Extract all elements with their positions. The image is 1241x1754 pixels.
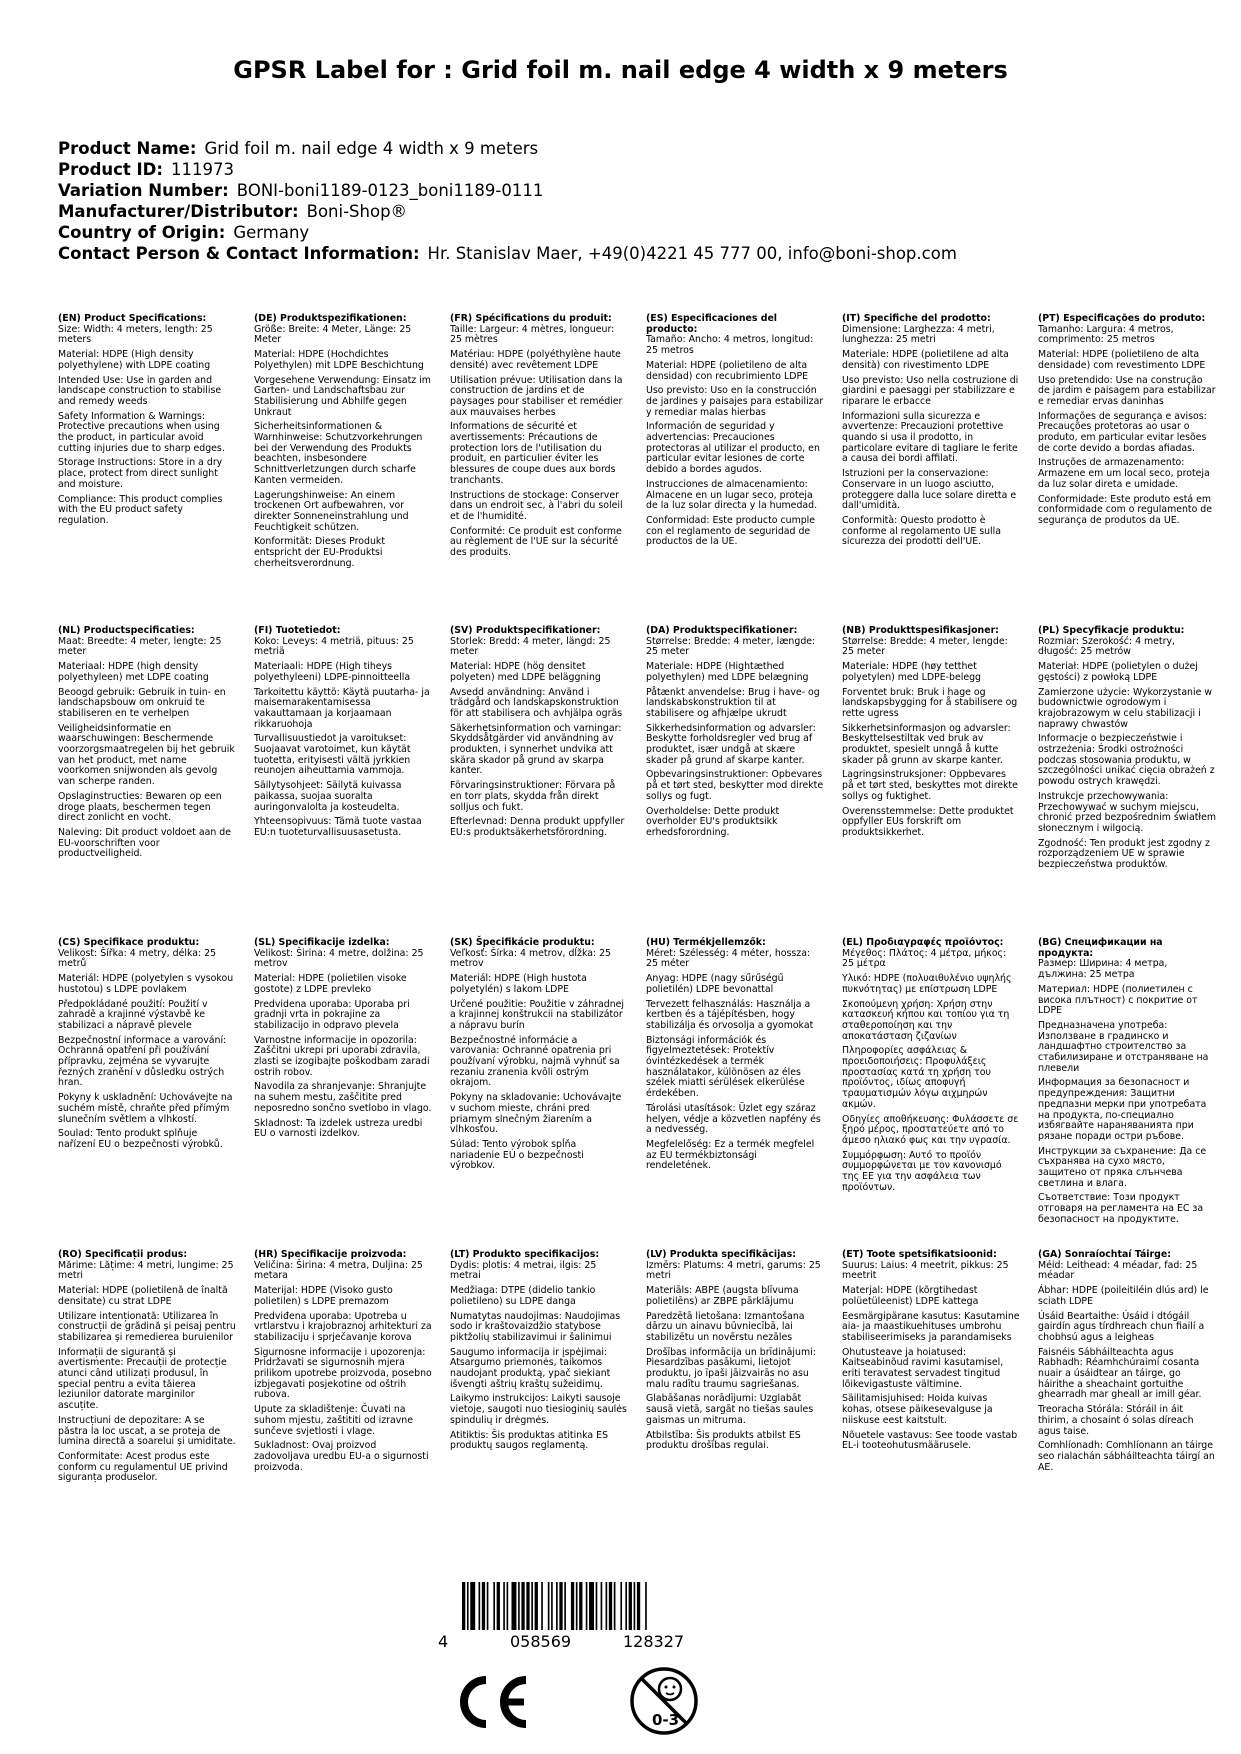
spec-paragraph: Treoracha Stórála: Stóráil in áit thirim, a chosaint ó solas díreach agus taise. [1038,1404,1194,1437]
barcode-bar [579,1582,582,1630]
spec-paragraph: Conformité: Ce produit est conforme au règlement de l'UE sur la sécurité des produits. [450,525,622,559]
spec-paragraph: Materiál: HDPE (polyetylen s vysokou hustotou) s LDPE povlakem [58,973,234,995]
spec-size: Veličina: Širina: 4 metra, Duljina: 25 metara [254,1259,423,1282]
spec-paragraph: Laikymo instrukcijos: Laikyti sausoje vietoje, saugoti nuo tiesioginių saulės spindulių ir drėgmės. [450,1393,627,1426]
spec-heading-size [58,1250,236,1282]
spec-paragraph: Numatytas naudojimas: Naudojimas sodo ir kraštovaizdžio statybose piktžolių stabilizavimui ir šalinimui [450,1310,621,1343]
barcode-bar [609,1582,612,1630]
barcode-bar [548,1582,550,1630]
spec-heading: (SL) Specifikacije izdelka: [254,937,390,948]
spec-paragraph: Uso pretendido: Use na construção de jardim e paisagem para estabilizar e remediar ervas daninhas [1038,374,1216,407]
age-warning-icon [628,1665,700,1737]
spec-block [1038,626,1216,875]
page-title: GPSR Label for : Grid foil m. nail edge 4 width x 9 meters [233,56,1008,84]
spec-heading-size [450,1250,628,1282]
barcode-bar [482,1582,485,1630]
spec-paragraph: Skladnost: Ta izdelek ustreza uredbi EU o varnosti izdelkov. [254,1117,423,1140]
info-row-product-id [58,159,957,180]
spec-block [842,1250,1020,1456]
spec-paragraph: Megfelelőség: Ez a termék megfelel az EU termékbiztonsági rendeletének. [646,1138,815,1172]
spec-paragraph: Navodila za shranjevanje: Shranjujte na suhem mestu, zaščitite pred neposredno sončno svetlobo in vlago. [254,1081,432,1114]
ce-mark-icon [452,1672,532,1732]
info-row-origin [58,222,957,243]
info-label: Variation Number: [58,181,229,200]
spec-paragraph: Materiāls: ABPE (augsta blīvuma polietilēns) ar ZBPE pārklājumu [646,1285,799,1307]
spec-block [254,938,432,1144]
spec-heading-size [254,626,432,658]
spec-paragraph: Materiaal: HDPE (high density polyethyleen) met LDPE coating [58,661,209,683]
info-row-product-name [58,138,957,159]
spec-size: Mărime: Lățime: 4 metri, lungime: 25 metri [58,1259,234,1282]
spec-block [1038,938,1216,1230]
spec-block [842,314,1020,552]
spec-block [58,938,236,1155]
spec-paragraph: Tervezett felhasználás: Használja a kertben és a tájépítésben, hogy stabilizálja és orvosolja a gyomokat [646,998,814,1031]
barcode-bar [634,1582,636,1630]
spec-heading-size [1038,938,1216,981]
spec-paragraph: Předpokládané použití: Použití v zahradě a krajinné výstavbě ke stabilizaci a nápravě plevele [58,998,208,1031]
spec-heading: (BG) Спецификации на продукта: [1038,937,1163,959]
spec-paragraph: Beoogd gebruik: Gebruik in tuin- en landschapsbouw om onkruid te stabiliseren en te verhelpen [58,686,226,719]
barcode-bar [586,1582,588,1630]
spec-paragraph: Material: HDPE (hög densitet polyeten) med LDPE beläggning [450,661,601,683]
barcode-left-digits: 058569 [510,1632,572,1651]
spec-paragraph: Upute za skladištenje: Čuvati na suhom mjestu, zaštititi od izravne sunčeve svjetlosti i vlage. [254,1404,414,1437]
spec-heading: (PT) Especificações do produto: [1038,313,1206,324]
barcode-lead-digit: 4 [438,1632,449,1651]
spec-heading: (IT) Specifiche del prodotto: [842,313,991,324]
spec-heading: (ET) Toote spetsifikatsioonid: [842,1249,997,1260]
spec-heading-size [842,314,1020,346]
info-row-manufacturer [58,201,957,222]
barcode-bar [620,1582,622,1630]
barcode-bar [556,1582,558,1630]
barcode-bar [606,1582,608,1630]
spec-paragraph: Opslaginstructies: Bewaren op een droge plaats, beschermen tegen direct zonlicht en vocht. [58,790,222,824]
spec-heading-size [1038,1250,1216,1282]
barcode-bar [503,1582,505,1630]
info-value: Hr. Stanislav Maer, +49(0)4221 45 777 00, info@boni-shop.com [427,244,957,263]
spec-paragraph: Súlad: Tento výrobok spĺňa nariadenie EÚ o bezpečnosti výrobkov. [450,1138,584,1172]
spec-paragraph: Instrucțiuni de depozitare: A se păstra la loc uscat, a se proteja de lumina directă a soarelui și umiditate. [58,1414,236,1448]
spec-block [646,938,824,1176]
spec-block [450,938,628,1176]
spec-heading-size [646,626,824,658]
spec-paragraph: Soulad: Tento produkt splňuje nařízení EU o bezpečnosti výrobků. [58,1128,223,1150]
spec-heading-size [254,314,432,346]
spec-paragraph: Conformità: Questo prodotto è conforme al regolamento UE sulla sicurezza dei prodotti dell'UE. [842,514,1001,548]
info-label: Contact Person & Contact Information: [58,244,420,263]
spec-paragraph: Material: HDPE (Hochdichtes Polyethylen) mit LDPE Beschichtung [254,349,424,371]
spec-paragraph: Konformität: Dieses Produkt entspricht der EU-Produktsi cherheitsverordnung. [254,536,386,569]
spec-block [58,626,236,864]
spec-paragraph: Určené použitie: Použitie v záhradnej a krajinnej konštrukcii na stabilizátor a nápravu burín [450,998,625,1031]
spec-paragraph: Efterlevnad: Denna produkt uppfyller EU:s produktsäkerhetsförordning. [450,816,625,838]
spec-size: Μέγεθος: Πλάτος: 4 μέτρα, μήκος: 25 μέτρα [842,947,1007,970]
spec-paragraph: Υλικό: HDPE (πολυαιθυλένιο υψηλής πυκνότητας) με επίστρωση LDPE [842,973,1012,995]
spec-paragraph: Информация за безопасност и предупреждения: Защитни предпазни мерки при употребата на продукта, по-специално избягвайте нараняванията при рязане поради остри ръбове. [1038,1077,1207,1142]
barcode-bar [497,1582,500,1630]
spec-heading: (GA) Sonraíochtaí Táirge: [1038,1249,1171,1260]
spec-paragraph: Materiał: HDPE (polietylen o dużej gęstości) z powłoką LDPE [1038,661,1198,683]
spec-paragraph: Matériau: HDPE (polyéthylène haute densité) avec revêtement LDPE [450,349,621,371]
spec-paragraph: Utilisation prévue: Utilisation dans la construction de jardins et de paysages pour stabiliser et remédier aux mauvaises herbes [450,374,623,418]
spec-paragraph: Utilizare intenționată: Utilizarea în construcții de grădină și peisaj pentru stabilizarea și remedierea buruienilor [58,1310,236,1343]
spec-heading-size [842,626,1020,658]
spec-heading: (DE) Produktspezifikationen: [254,313,407,324]
spec-heading: (HU) Termékjellemzők: [646,937,766,948]
spec-paragraph: Overensstemmelse: Dette produktet oppfyller EUs forskrift om produktsikkerhet. [842,805,1014,838]
spec-heading: (NL) Productspecificaties: [58,625,195,636]
spec-paragraph: Предназначена употреба: Използване в градинско и ландшафтно строителство за стабилизиране и отстраняване на плевели [1038,1019,1209,1074]
spec-size: Dimensione: Larghezza: 4 metri, lunghezza: 25 metri [842,323,995,346]
age-warning-text: 0-3 [652,1711,680,1729]
spec-heading: (SK) Špecifikácie produktu: [450,937,595,948]
spec-paragraph: Instrucciones de almacenamiento: Almacene en un lugar seco, proteja de la luz solar directa y la humedad. [646,478,818,512]
barcode-bar [518,1582,520,1630]
spec-paragraph: Συμμόρφωση: Αυτό το προϊόν συμμορφώνεται με τον κανονισμό της ΕΕ για την ασφάλεια των προϊόντων. [842,1149,1002,1193]
spec-paragraph: Naleving: Dit product voldoet aan de EU-voorschriften voor productveiligheid. [58,826,231,860]
spec-paragraph: Materiál: HDPE (High hustota polyetylén) s lakom LDPE [450,973,587,995]
barcode-bar [625,1582,627,1630]
barcode [438,1582,758,1662]
spec-block [842,626,1020,843]
spec-size: Méret: Szélesség: 4 méter, hossza: 25 méter [646,947,811,970]
barcode-bar [576,1582,578,1630]
spec-paragraph: Informazioni sulla sicurezza e avvertenze: Precauzioni protettive quando si usa il prodotto, in particolare evitare di tagliare le ferite a causa dei bordi affilati. [842,410,1018,465]
spec-block [254,1250,432,1477]
spec-paragraph: Informacje o bezpieczeństwie i ostrzeżenia: Środki ostrożności podczas stosowania produktu, w szczególności unikać cięcia obrażeń z powodu ostrych krawędzi. [1038,733,1215,788]
barcode-bar [559,1582,562,1630]
spec-paragraph: Οδηγίες αποθήκευσης: Φυλάσσετε σε ξηρό μέρος, προστατεύετε από το άμεσο ηλιακό φως και την υγρασία. [842,1113,1019,1146]
spec-paragraph: Material: HDPE (polietilenă de înaltă densitate) cu strat LDPE [58,1285,228,1307]
spec-heading: (HR) Specifikacije proizvoda: [254,1249,407,1260]
barcode-bar [467,1582,469,1630]
info-label: Product ID: [58,160,163,179]
spec-block [450,314,628,563]
spec-heading: (NB) Produkttspesifikasjoner: [842,625,999,636]
spec-paragraph: Eesmärgipärane kasutus: Kasutamine aia- ja maastikuehituses umbrohu stabiliseerimiseks ja parandamiseks [842,1310,1020,1343]
spec-paragraph: Conformidade: Este produto está em conformidade com o regulamento de segurança de produtos da UE. [1038,493,1213,526]
info-row-contact [58,243,957,264]
spec-paragraph: Material: HDPE (High density polyethylene) with LDPE coating [58,349,211,371]
barcode-bar [601,1582,603,1630]
spec-paragraph: Инструкции за съхранение: Да се съхранява на сухо място, защитено от пряка слънчева светлина и влага. [1038,1145,1207,1189]
spec-paragraph: Informações de segurança e avisos: Precauções protetoras ao usar o produto, em particular evitar lesões de corte devido a bordas afiadas. [1038,410,1207,454]
spec-paragraph: Material: HDPE (polietilen visoke gostote) z LDPE prevleko [254,973,407,995]
spec-size: Rozmiar: Szerokość: 4 metry, długość: 25 metrów [1038,635,1175,658]
barcode-bar [521,1582,524,1630]
spec-heading: (EL) Προδιαγραφές προϊόντος: [842,937,1004,948]
spec-paragraph: Sigurnosne informacije i upozorenja: Pridržavati se sigurnosnih mjera prilikom upotrebe proizvoda, posebno izbjegavati posjekotine od oštrih rubova. [254,1346,432,1401]
barcode-bar [596,1582,598,1630]
spec-size: Izmērs: Platums: 4 metri, garums: 25 metri [646,1259,821,1282]
spec-paragraph: Veiligheidsinformatie en waarschuwingen: Beschermende voorzorgsmaatregelen bij het gebruik van het product, met name voorkomen snijwonden als gevolg van scherpe randen. [58,722,235,788]
spec-paragraph: Informations de sécurité et avertissements: Précautions de protection lors de l'utilisation du produit, en particulier éviter les blessures de coupe dues aux bords tranchants. [450,421,616,486]
spec-paragraph: Predviđena uporaba: Upotreba u vrtlarstvu i krajobraznoj arhitekturi za stabilizaciju i sprječavanje korova [254,1310,432,1343]
spec-heading-size [646,938,824,970]
spec-heading-size [646,314,824,357]
info-label: Manufacturer/Distributor: [58,202,299,221]
barcode-bar [507,1582,509,1630]
spec-heading: (SV) Produktspecifikationer: [450,625,601,636]
spec-heading: (CS) Specifikace produktu: [58,937,200,948]
spec-size: Storlek: Bredd: 4 meter, längd: 25 meter [450,635,611,658]
spec-size: Размер: Ширина: 4 метра, дължина: 25 метра [1038,958,1168,981]
spec-block [1038,314,1216,531]
spec-paragraph: Pokyny k uskladnění: Uchovávejte na suchém místě, chraňte před přímým slunečním světlem a vlhkostí. [58,1092,233,1125]
spec-paragraph: Forventet bruk: Bruk i hage og landskapsbygging for å stabilisere og rette ugress [842,686,1018,719]
barcode-bar [614,1582,616,1630]
spec-block [58,314,236,531]
spec-paragraph: Atitiktis: Šis produktas atitinka ES produktų saugos reglamentą. [450,1429,609,1452]
spec-block [450,626,628,843]
spec-paragraph: Instructions de stockage: Conserver dans un endroit sec, à l'abri du soleil et de l'humidité. [450,489,623,522]
spec-heading-size [450,626,628,658]
info-value: BONI-boni1189-0123_boni1189-0111 [236,181,544,200]
barcode-bar [571,1582,574,1630]
spec-paragraph: Sikkerhetsinformasjon og advarsler: Beskyttelsestiltak ved bruk av produktet, spesielt unngå å kutte skader på grunn av skarpe kanter. [842,722,1011,766]
spec-paragraph: Πληροφορίες ασφάλειας & προειδοποιήσεις: Προφυλάξεις προστασίας κατά τη χρήση του προϊόντος, ιδίως αποφυγή τραυματισμών λόγω αιχμηρών ακμών. [842,1045,991,1110]
spec-paragraph: Informații de siguranță și avertismente: Precauții de protecție atunci când utilizați produsul, în special pentru a evita tăierea leziunilor datorate marginilor ascuțite. [58,1346,227,1412]
spec-paragraph: Zgodność: Ten produkt jest zgodny z rozporządzeniem UE w sprawie bezpieczeństwa produktów. [1038,837,1210,871]
spec-block [842,938,1020,1197]
spec-paragraph: Instrukcje przechowywania: Przechowywać w suchym miejscu, chronić przed bezpośrednim światłem słonecznym i wilgocią. [1038,790,1216,834]
spec-heading: (LV) Produkta specifikācijas: [646,1249,796,1260]
spec-paragraph: Saugumo informacija ir įspėjimai: Atsargumo priemonės, taikomos naudojant produktą, ypač siekiant išvengti aštrių kraštų sužeidimų. [450,1346,611,1390]
spec-paragraph: Säkerhetsinformation och varningar: Skyddsåtgärder vid användning av produkten, i synnerhet undvika att skära skador på grund av skarpa kanter. [450,722,622,777]
spec-heading-size [58,626,236,658]
spec-heading-size [1038,626,1216,658]
spec-paragraph: Información de seguridad y advertencias: Precauciones protectoras al utilizar el producto, en particular evitar lesiones de corte debido a bordes agudos. [646,421,820,476]
spec-heading: (FR) Spécifications du produit: [450,313,612,324]
barcode-bar [493,1582,495,1630]
spec-paragraph: Uso previsto: Uso en la construcción de jardines y paisajes para estabilizar y remediar malas hierbas [646,385,824,418]
spec-paragraph: Faisnéis Sábháilteachta agus Rabhadh: Réamhchúraimí cosanta nuair a úsáidtear an táirge, go háirithe a sheachaint gortuithe ghearradh mar gheall ar imill géar. [1038,1346,1202,1401]
info-label: Country of Origin: [58,223,226,242]
spec-heading: (LT) Produkto specifikacijos: [450,1249,600,1260]
spec-size: Velikost: Šířka: 4 metry, délka: 25 metrů [58,947,217,970]
spec-paragraph: Sicherheitsinformationen & Warnhinweise: Schutzvorkehrungen bei der Verwendung des Produkts beachten, insbesondere Schnittverletzungen durch scharfe Kanten vermeiden. [254,421,423,486]
spec-paragraph: Säilytysohjeet: Säilytä kuivassa paikassa, suojaa suoralta auringonvalolta ja kosteudelta. [254,780,402,813]
spec-block [646,626,824,843]
spec-block [254,626,432,843]
spec-paragraph: Overholdelse: Dette produkt overholder EU's produktsikk erhedsforordning. [646,805,780,838]
barcode-bars [438,1582,758,1632]
spec-paragraph: Материал: HDPE (полиетилен с висока плътност) с покритие от LDPE [1038,983,1198,1017]
spec-paragraph: Σκοπούμενη χρήση: Χρήση στην κατασκευή κήπου και τοπίου για τη σταθεροποίηση και την αποκατάσταση ζιζανίων [842,998,1010,1042]
barcode-bar [645,1582,647,1630]
spec-paragraph: Glabāšanas norādījumi: Uzglabāt sausā vietā, sargāt no tiešas saules gaismas un mitruma. [646,1393,814,1426]
barcode-right-digits: 128327 [623,1632,685,1651]
spec-paragraph: Opbevaringsinstruktioner: Opbevares på et tørt sted, beskytter mod direkte sollys og fugt. [646,769,824,802]
spec-size: Dydis: plotis: 4 metrai, ilgis: 25 metrai [450,1259,597,1282]
spec-paragraph: Zamierzone użycie: Wykorzystanie w budownictwie ogrodowym i krajobrazowym w celu stabilizacji i naprawy chwastów [1038,686,1213,730]
product-info [58,138,957,264]
spec-size: Tamaño: Ancho: 4 metros, longitud: 25 metros [646,334,814,357]
barcode-bar [479,1582,481,1630]
spec-paragraph: Съответствие: Този продукт отговаря на регламента на ЕС за безопасност на продуктите. [1038,1192,1204,1225]
spec-paragraph: Istruzioni per la conservazione: Conservare in un luogo asciutto, proteggere dalla luce solare diretta e dall'umidità. [842,468,1017,512]
spec-paragraph: Comhlíonadh: Comhlíonann an táirge seo rialachán sábháilteachta táirgí an AE. [1038,1440,1215,1473]
spec-paragraph: Material: HDPE (polietileno de alta densidade) com revestimento LDPE [1038,349,1206,371]
spec-heading-size [58,938,236,970]
barcode-bar [531,1582,533,1630]
spec-paragraph: Ábhar: HDPE (poileitiléin dlús ard) le sciath LDPE [1038,1285,1209,1307]
spec-heading: (RO) Specificații produs: [58,1249,188,1260]
spec-paragraph: Förvaringsinstruktioner: Förvara på en torr plats, skydda från direkt solljus och fukt. [450,780,616,813]
spec-paragraph: Lagringsinstruksjoner: Oppbevares på et tørt sted, beskyttes mot direkte sollys og fuktighet. [842,769,1018,802]
spec-paragraph: Sikkerhedsinformation og advarsler: Beskytte forholdsregler ved brug af produktet, især undgå at skære skader på grund af skarpe kanter. [646,722,816,766]
spec-paragraph: Tárolási utasítások: Üzlet egy száraz helyen, védje a közvetlen napfény és a nedvesség. [646,1102,821,1136]
spec-paragraph: Uso previsto: Uso nella costruzione di giardini e paesaggi per stabilizzare e riparare le erbacce [842,374,1019,407]
spec-paragraph: Ohutusteave ja hoiatused: Kaitseabinõud ravimi kasutamisel, eriti teravatest servadest tingitud lõikevigastuste vältimine. [842,1346,1004,1390]
spec-paragraph: Materiale: HDPE (høy tetthet polyetylen) med LDPE-belegg [842,661,982,683]
spec-paragraph: Säilitamisjuhised: Hoida kuivas kohas, otsese päikesevalguse ja niiskuse eest kaitstult. [842,1393,993,1426]
spec-size: Taille: Largeur: 4 mètres, longueur: 25 mètres [450,323,615,346]
spec-heading-size [58,314,236,346]
spec-block [1038,1250,1216,1477]
spec-heading: (FI) Tuotetiedot: [254,625,341,636]
spec-block [646,1250,824,1456]
spec-heading-size [842,938,1020,970]
spec-paragraph: Tarkoitettu käyttö: Käytä puutarha- ja maisemarakentamisessa vakauttamaan ja korjaamaan rikkaruohoja [254,686,430,730]
spec-block [254,314,432,573]
spec-heading-size [1038,314,1216,346]
spec-paragraph: Bezpečnostné informácie a varovania: Ochranné opatrenia pri používaní výrobku, najmä vyhnúť sa rezaniu zranenia kvôli ostrým okrajom. [450,1034,620,1089]
info-row-variation [58,180,957,201]
spec-size: Velikost: Širina: 4 metre, dolžina: 25 metrov [254,947,424,970]
spec-paragraph: Drošības informācija un brīdinājumi: Piesardzības pasākumi, lietojot produktu, jo īpaši jāizvairās no asu malu radītu traumu sagriešanas. [646,1346,816,1390]
spec-paragraph: Conformitate: Acest produs este conform cu regulamentul UE privind siguranța produselor. [58,1450,228,1484]
spec-paragraph: Materiaali: HDPE (High tiheys polyethyleeni) LDPE-pinnoitteella [254,661,411,683]
spec-paragraph: Materiale: HDPE (polietilene ad alta densità) con rivestimento LDPE [842,349,1009,371]
barcode-bar [564,1582,566,1630]
spec-paragraph: Bezpečnostní informace a varování: Ochranná opatření při používání přípravku, zejména se vyvarujte řezných zranění v důsledku ostrých hran. [58,1034,227,1089]
barcode-bar [470,1582,475,1630]
spec-size: Size: Width: 4 meters, length: 25 meters [58,323,213,346]
info-value: Boni-Shop® [306,202,408,221]
spec-size: Größe: Breite: 4 Meter, Länge: 25 Meter [254,323,412,346]
spec-paragraph: Materiale: HDPE (Hightæthed polyethylen) med LDPE belægning [646,661,809,683]
barcode-bar [512,1582,517,1630]
spec-size: Veľkosť: Šírka: 4 metrov, dĺžka: 25 metrov [450,947,612,970]
spec-paragraph: Material: HDPE (polietileno de alta densidad) con recubrimiento LDPE [646,359,809,382]
spec-paragraph: Instruções de armazenamento: Armazene em um local seco, proteja da luz solar direta e umidade. [1038,457,1210,490]
spec-heading: (DA) Produktspecifikationer: [646,625,798,636]
barcode-bar [629,1582,632,1630]
spec-size: Størrelse: Bredde: 4 meter, lengde: 25 meter [842,635,1008,658]
barcode-bar [535,1582,538,1630]
spec-heading-size [450,938,628,970]
spec-paragraph: Paredzētā lietošana: Izmantošana dārzu un ainavu būvniecībā, lai stabilizētu un novērstu nezāles [646,1310,805,1343]
spec-size: Koko: Leveys: 4 metriä, pituus: 25 metriä [254,635,414,658]
info-label: Product Name: [58,139,197,158]
spec-paragraph: Avsedd användning: Använd i trädgård och landskapskonstruktion för att stabilisera och avhjälpa ogräs [450,686,623,719]
spec-paragraph: Nõuetele vastavus: See toode vastab EL-i tooteohutusmäärusele. [842,1429,1018,1452]
spec-paragraph: Medžiaga: DTPE (didelio tankio polietileno) su LDPE danga [450,1285,596,1307]
barcode-bar [462,1582,465,1630]
spec-size: Tamanho: Largura: 4 metros, comprimento: 25 metros [1038,323,1174,346]
spec-paragraph: Storage Instructions: Store in a dry place, protect from direct sunlight and moisture. [58,457,223,490]
spec-paragraph: Materjal: HDPE (kõrgtihedast polüetüleenist) LDPE kattega [842,1285,979,1307]
spec-heading-size [254,1250,432,1282]
spec-block [58,1250,236,1488]
spec-paragraph: Intended Use: Use in garden and landscape construction to stabilise and remedy weeds [58,374,222,407]
spec-paragraph: Sukladnost: Ovaj proizvod zadovoljava uredbu EU-a o sigurnosti proizvoda. [254,1440,429,1473]
spec-paragraph: Materijal: HDPE (Visoko gusto polietilen) s LDPE premazom [254,1285,393,1307]
spec-heading-size [450,314,628,346]
spec-paragraph: Predvidena uporaba: Uporaba pri gradnji vrta in pokrajine za stabilizacijo in odpravo plevela [254,998,410,1031]
spec-size: Suurus: Laius: 4 meetrit, pikkus: 25 meetrit [842,1259,1009,1282]
spec-heading-size [254,938,432,970]
spec-size: Størrelse: Bredde: 4 meter, længde: 25 meter [646,635,816,658]
spec-paragraph: Anyag: HDPE (nagy sűrűségű polietilén) LDPE bevonattal [646,973,784,995]
spec-paragraph: Conformidad: Este producto cumple con el reglamento de seguridad de productos de la UE. [646,514,816,548]
barcode-bar [541,1582,543,1630]
info-value: Germany [233,223,310,242]
spec-paragraph: Vorgesehene Verwendung: Einsatz im Garten- und Landschaftsbau zur Stabilisierung und Abhilfe gegen Unkraut [254,374,431,418]
spec-paragraph: Safety Information & Warnings: Protective precautions when using the product, in particular avoid cutting injuries due to sharp edges. [58,410,225,454]
spec-paragraph: Atbilstība: Šis produkts atbilst ES produktu drošības regulai. [646,1429,801,1452]
spec-heading: (ES) Especificaciones del producto: [646,313,778,335]
spec-paragraph: Úsáid Beartaithe: Úsáid i dtógáil gairdín agus tírdhreach chun fiailí a chobhsú agus a leigheas [1038,1310,1205,1343]
spec-paragraph: Compliance: This product complies with the EU product safety regulation. [58,493,223,526]
spec-paragraph: Påtænkt anvendelse: Brug i have- og landskabskonstruktion til at stabilisere og afhjælpe ukrudt [646,686,820,719]
spec-heading-size [646,1250,824,1282]
spec-size: Maat: Breedte: 4 meter, lengte: 25 meter [58,635,222,658]
spec-paragraph: Yhteensopivuus: Tämä tuote vastaa EU:n tuoteturvallisuusasetusta. [254,816,422,838]
spec-size: Méid: Leithead: 4 méadar, fad: 25 méadar [1038,1259,1198,1282]
spec-paragraph: Lagerungshinweise: An einem trockenen Ort aufbewahren, vor direkter Sonneneinstrahlung und Feuchtigkeit schützen. [254,489,409,533]
barcode-bar [551,1582,553,1630]
spec-block [450,1250,628,1456]
spec-paragraph: Varnostne informacije in opozorila: Zaščitni ukrepi pri uporabi zdravila, zlasti se izogibajte poškodbam zaradi ostrih robov. [254,1034,430,1078]
spec-heading: (EN) Product Specifications: [58,313,207,324]
spec-heading-size [842,1250,1020,1282]
barcode-bar [589,1582,594,1630]
info-value: Grid foil m. nail edge 4 width x 9 meters [204,139,539,158]
spec-paragraph: Biztonsági információk és figyelmeztetések: Protektív óvintézkedések a termék használatakor, különösen az éles szélek miatti sérülések elkerülése érdekében. [646,1034,805,1100]
spec-block [646,314,824,552]
barcode-bar [526,1582,529,1630]
spec-paragraph: Turvallisuustiedot ja varoitukset: Suojaavat varotoimet, kun käytät tuotetta, erityisesti vältä jyrkkien reunojen aiheuttamia vammoja. [254,733,411,777]
spec-paragraph: Pokyny na skladovanie: Uchovávajte v suchom mieste, chráni pred priamym slnečným žiarením a vlhkosťou. [450,1092,622,1136]
spec-heading: (PL) Specyfikacje produktu: [1038,625,1185,636]
info-value: 111973 [170,160,234,179]
barcode-bar [637,1582,640,1630]
barcode-bar [487,1582,489,1630]
